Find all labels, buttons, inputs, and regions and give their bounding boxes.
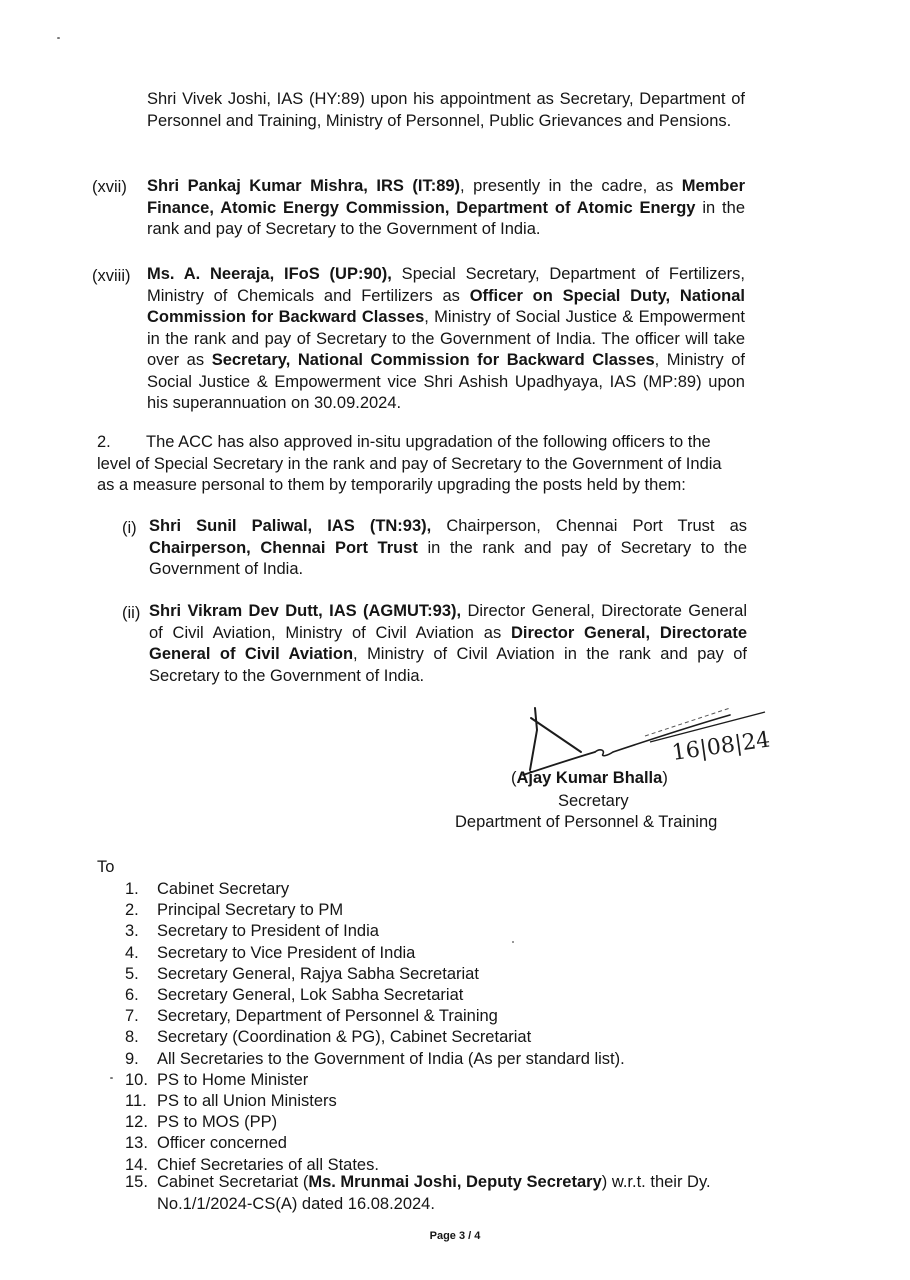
list-item (125, 1070, 308, 1092)
para-line: as a measure personal to them by temporarily upgrading the posts held by them: (97, 476, 686, 494)
list-item (125, 1006, 498, 1028)
paragraph-2 (97, 432, 757, 497)
appointed-post: Chairperson, Chennai Port Trust (149, 538, 418, 557)
page-number: Page 3 / 4 (429, 1230, 481, 1242)
list-item (125, 1133, 287, 1155)
list-text: ) w.r.t. their Dy. (601, 1173, 711, 1191)
list-item (125, 900, 343, 922)
para-line: level of Special Secretary in the rank and pay of Secretary to the Government of India (97, 454, 722, 473)
list-text: Secretary to President of India (157, 922, 379, 941)
list-text: Cabinet Secretariat ( (157, 1173, 309, 1191)
officer-name: Shri Vikram Dev Dutt, IAS (AGMUT:93), (149, 602, 462, 620)
signatory-department: Department of Personnel & Training (455, 813, 718, 831)
appointed-post-2: Secretary, National Commission for Backward Classes (211, 351, 655, 369)
scan-speck (512, 941, 514, 943)
list-text: PS to all Union Ministers (157, 1092, 337, 1110)
list-number: 10. (125, 1070, 148, 1089)
item-xvii-label: (xvii) (92, 178, 127, 196)
item-text: Director General, Directorate General of Civil Aviation, Ministry of Civil Aviation as (149, 602, 748, 642)
item-text: in the rank and pay of Secretary to the Government of India. (149, 538, 747, 578)
continuation-paragraph (147, 89, 745, 132)
scan-speck (57, 37, 60, 39)
list-number: 14. (125, 1155, 148, 1174)
list-number: 5. (125, 964, 139, 983)
list-item (125, 985, 463, 1007)
list-number: 11. (125, 1092, 147, 1110)
item-text: , Ministry of Social Justice & Empowerment vice Shri Ashish Upadhyaya, IAS (MP:89) upon his superannuation on 30.09.2024. (147, 351, 745, 412)
item-text: , Ministry of Social Justice & Empowerment in the rank and pay of Secretary to the Government of India. The officer will take over as (147, 308, 745, 369)
continuation-text: Shri Vivek Joshi, IAS (HY:89) upon his appointment as Secretary, Department of Personnel and Training, Ministry of Personnel, Public Grievances and Pensions. (147, 90, 745, 130)
item-text: Special Secretary, Department of Fertilizers, Ministry of Chemicals and Fertilizers as (147, 265, 746, 305)
paren-close: ) (662, 769, 668, 787)
item-text: Chairperson, Chennai Port Trust as (431, 517, 747, 535)
list-item (125, 1027, 531, 1049)
list-text: Chief Secretaries of all States. (157, 1155, 379, 1174)
appointed-post: Member Finance, Atomic Energy Commission, Department of Atomic Energy (147, 177, 745, 217)
officer-name: Shri Sunil Paliwal, IAS (TN:93), (149, 517, 432, 535)
list-text: PS to Home Minister (157, 1070, 309, 1089)
officer-name: Shri Pankaj Kumar Mishra, IRS (IT:89) (147, 177, 461, 195)
scan-speck (110, 1077, 113, 1079)
list-number: 7. (125, 1007, 139, 1026)
item-i-text (149, 516, 747, 581)
list-item-continuation: No.1/1/2024-CS(A) dated 16.08.2024. (157, 1195, 435, 1213)
item-xvii-text (147, 176, 745, 241)
paren-open: ( (511, 769, 517, 787)
list-number: 4. (125, 943, 139, 962)
list-number: 6. (125, 986, 139, 1004)
officer-name: Ms. A. Neeraja, IFoS (UP:90), (147, 265, 392, 283)
list-number: 15. (125, 1173, 148, 1191)
list-text: Secretary General, Lok Sabha Secretariat (157, 986, 464, 1004)
list-item (125, 1091, 337, 1113)
item-text: , Ministry of Civil Aviation in the rank and pay of Secretary to the Government of India. (149, 645, 748, 685)
list-text: Secretary General, Rajya Sabha Secretariat (157, 964, 479, 983)
list-text: Secretary, Department of Personnel & Training (157, 1007, 498, 1026)
list-number: 12. (125, 1113, 148, 1132)
signatory-name (511, 768, 668, 790)
list-item (125, 943, 415, 965)
item-xviii-text (147, 264, 745, 415)
item-text: in the rank and pay of Secretary to the Government of India. (147, 198, 745, 238)
item-i-label: (i) (122, 519, 137, 537)
para-line: The ACC has also approved in-situ upgradation of the following officers to the (146, 433, 711, 451)
item-text: , presently in the cadre, as (460, 177, 682, 195)
list-text: PS to MOS (PP) (157, 1113, 278, 1132)
list-text: Secretary to Vice President of India (157, 943, 416, 962)
appointed-post: Officer on Special Duty, National Commission for Backward Classes (147, 286, 745, 326)
list-item (125, 1172, 711, 1194)
list-item (125, 879, 289, 901)
list-number: 8. (125, 1028, 139, 1047)
list-text: Secretary (Coordination & PG), Cabinet Secretariat (157, 1028, 532, 1047)
item-ii-label: (ii) (122, 604, 141, 622)
list-text: All Secretaries to the Government of India (As per standard list). (157, 1049, 625, 1068)
list-item (125, 921, 379, 943)
list-text: Officer concerned (157, 1134, 287, 1153)
list-item (125, 964, 479, 986)
list-number: 13. (125, 1134, 148, 1153)
list-number: 3. (125, 922, 139, 941)
appointed-post: Director General, Directorate General of Civil Aviation (149, 623, 747, 663)
list-number: 9. (125, 1049, 139, 1068)
to-label: To (97, 858, 115, 876)
list-item (125, 1112, 277, 1134)
item-ii-text (149, 601, 747, 687)
item-xviii-label: (xviii) (92, 267, 131, 285)
list-item (125, 1049, 625, 1071)
list-text: Principal Secretary to PM (157, 901, 344, 920)
signature-date: 16|08|24 (670, 727, 772, 766)
list-number: 1. (125, 880, 139, 898)
signatory-name-text: Ajay Kumar Bhalla (516, 769, 663, 787)
list-text: Cabinet Secretary (157, 880, 290, 898)
para-number: 2. (97, 433, 111, 451)
signatory-designation: Secretary (558, 792, 629, 810)
list-number: 2. (125, 901, 139, 920)
list-text-bold: Ms. Mrunmai Joshi, Deputy Secretary (308, 1173, 602, 1191)
